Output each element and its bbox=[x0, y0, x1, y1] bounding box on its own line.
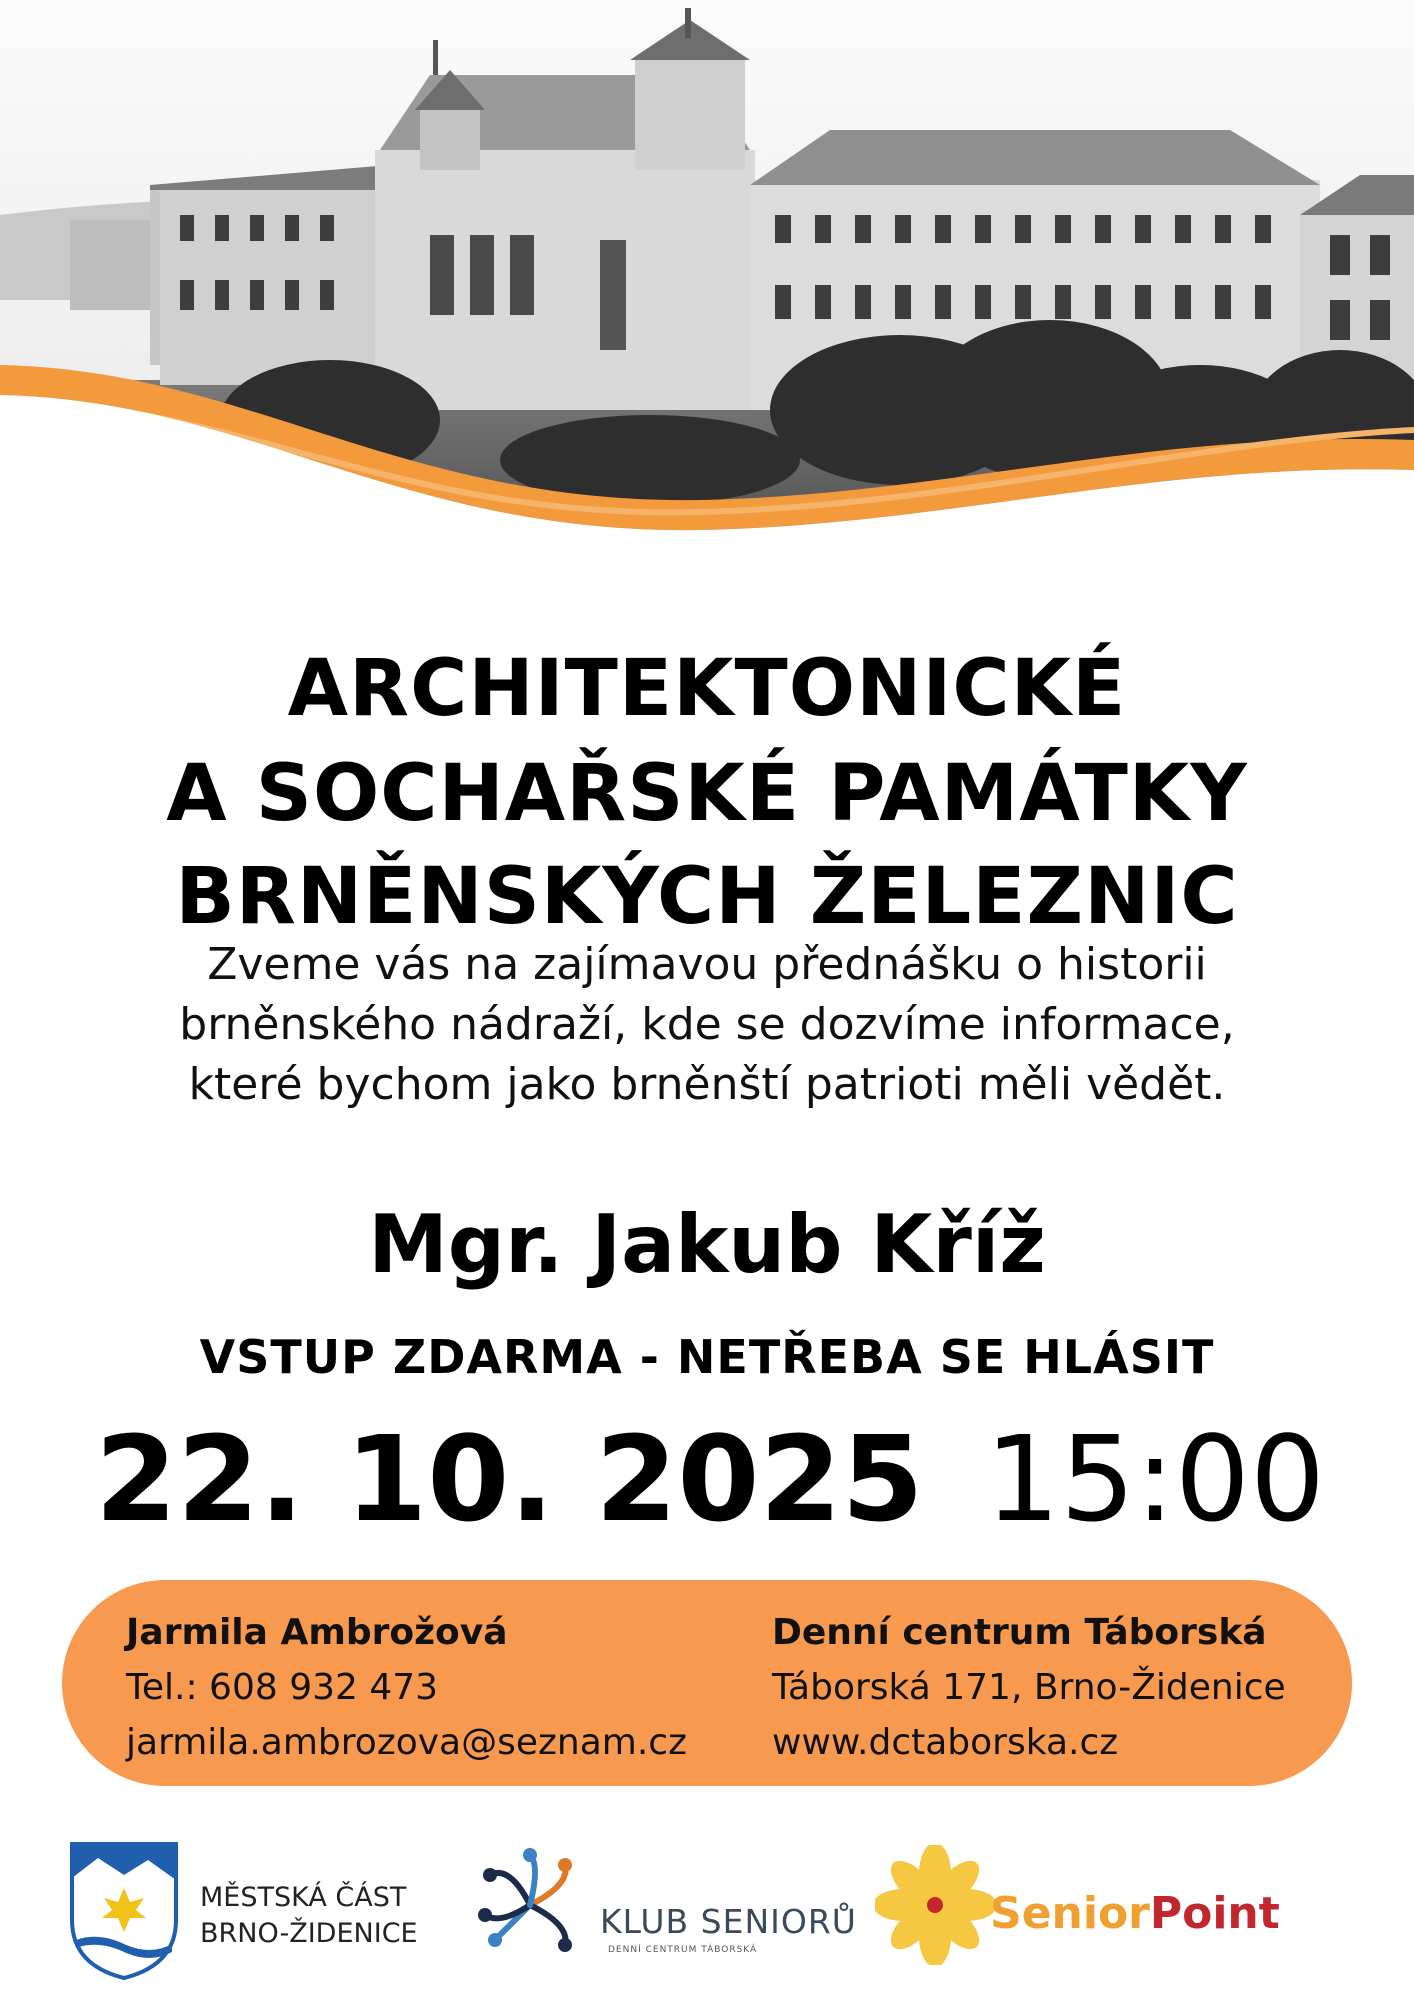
event-time: 15:00 bbox=[985, 1410, 1326, 1548]
district-line-2: BRNO-ŽIDENICE bbox=[200, 1918, 418, 1949]
contact-column bbox=[126, 1608, 687, 1773]
intro-line-1: Zveme vás na zajímavou přednášku o historii bbox=[207, 939, 1207, 990]
speaker-name: Mgr. Jakub Kříž bbox=[368, 1198, 1046, 1291]
title-line-1: ARCHITEKTONICKÉ bbox=[287, 644, 1127, 734]
klub-seniors-icon bbox=[470, 1845, 590, 1969]
intro-text bbox=[0, 935, 1414, 1115]
title-line-3: BRNĚNSKÝCH ŽELEZNIC bbox=[175, 852, 1239, 942]
senior-point-flower-icon bbox=[875, 1845, 995, 1969]
venue-name: Denní centrum Táborská bbox=[772, 1612, 1267, 1653]
intro-line-3: které bychom jako brněnští patrioti měli vědět. bbox=[188, 1059, 1226, 1110]
logo-bar bbox=[0, 1820, 1414, 1990]
district-line-1: MĚSTSKÁ ČÁST bbox=[200, 1882, 407, 1913]
venue-address: Táborská 171, Brno-Židenice bbox=[772, 1667, 1286, 1708]
title-line-2: A SOCHAŘSKÉ PAMÁTKY bbox=[166, 749, 1248, 839]
contact-name: Jarmila Ambrožová bbox=[126, 1612, 508, 1653]
district-coat-of-arms-icon bbox=[68, 1840, 180, 1984]
contact-email: jarmila.ambrozova@seznam.cz bbox=[126, 1722, 687, 1763]
intro-line-2: brněnského nádraží, kde se dozvíme informace, bbox=[179, 999, 1235, 1050]
venue-web: www.dctaborska.cz bbox=[772, 1722, 1119, 1763]
senior-point-part-1: Senior bbox=[990, 1888, 1150, 1939]
station-photo bbox=[0, 0, 1414, 720]
senior-point-wordmark bbox=[990, 1888, 1280, 1939]
event-date: 22. 10. 2025 bbox=[95, 1410, 924, 1548]
entry-info: VSTUP ZDARMA - NETŘEBA SE HLÁSIT bbox=[199, 1330, 1215, 1384]
contact-phone: Tel.: 608 932 473 bbox=[126, 1667, 439, 1708]
klub-title: KLUB SENIORŮ bbox=[600, 1902, 857, 1941]
contact-box bbox=[62, 1580, 1352, 1786]
district-name bbox=[200, 1880, 418, 1952]
klub-subtitle: DENNÍ CENTRUM TÁBORSKÁ bbox=[608, 1945, 758, 1955]
venue-column bbox=[772, 1608, 1286, 1773]
senior-point-part-2: Point bbox=[1149, 1888, 1280, 1939]
